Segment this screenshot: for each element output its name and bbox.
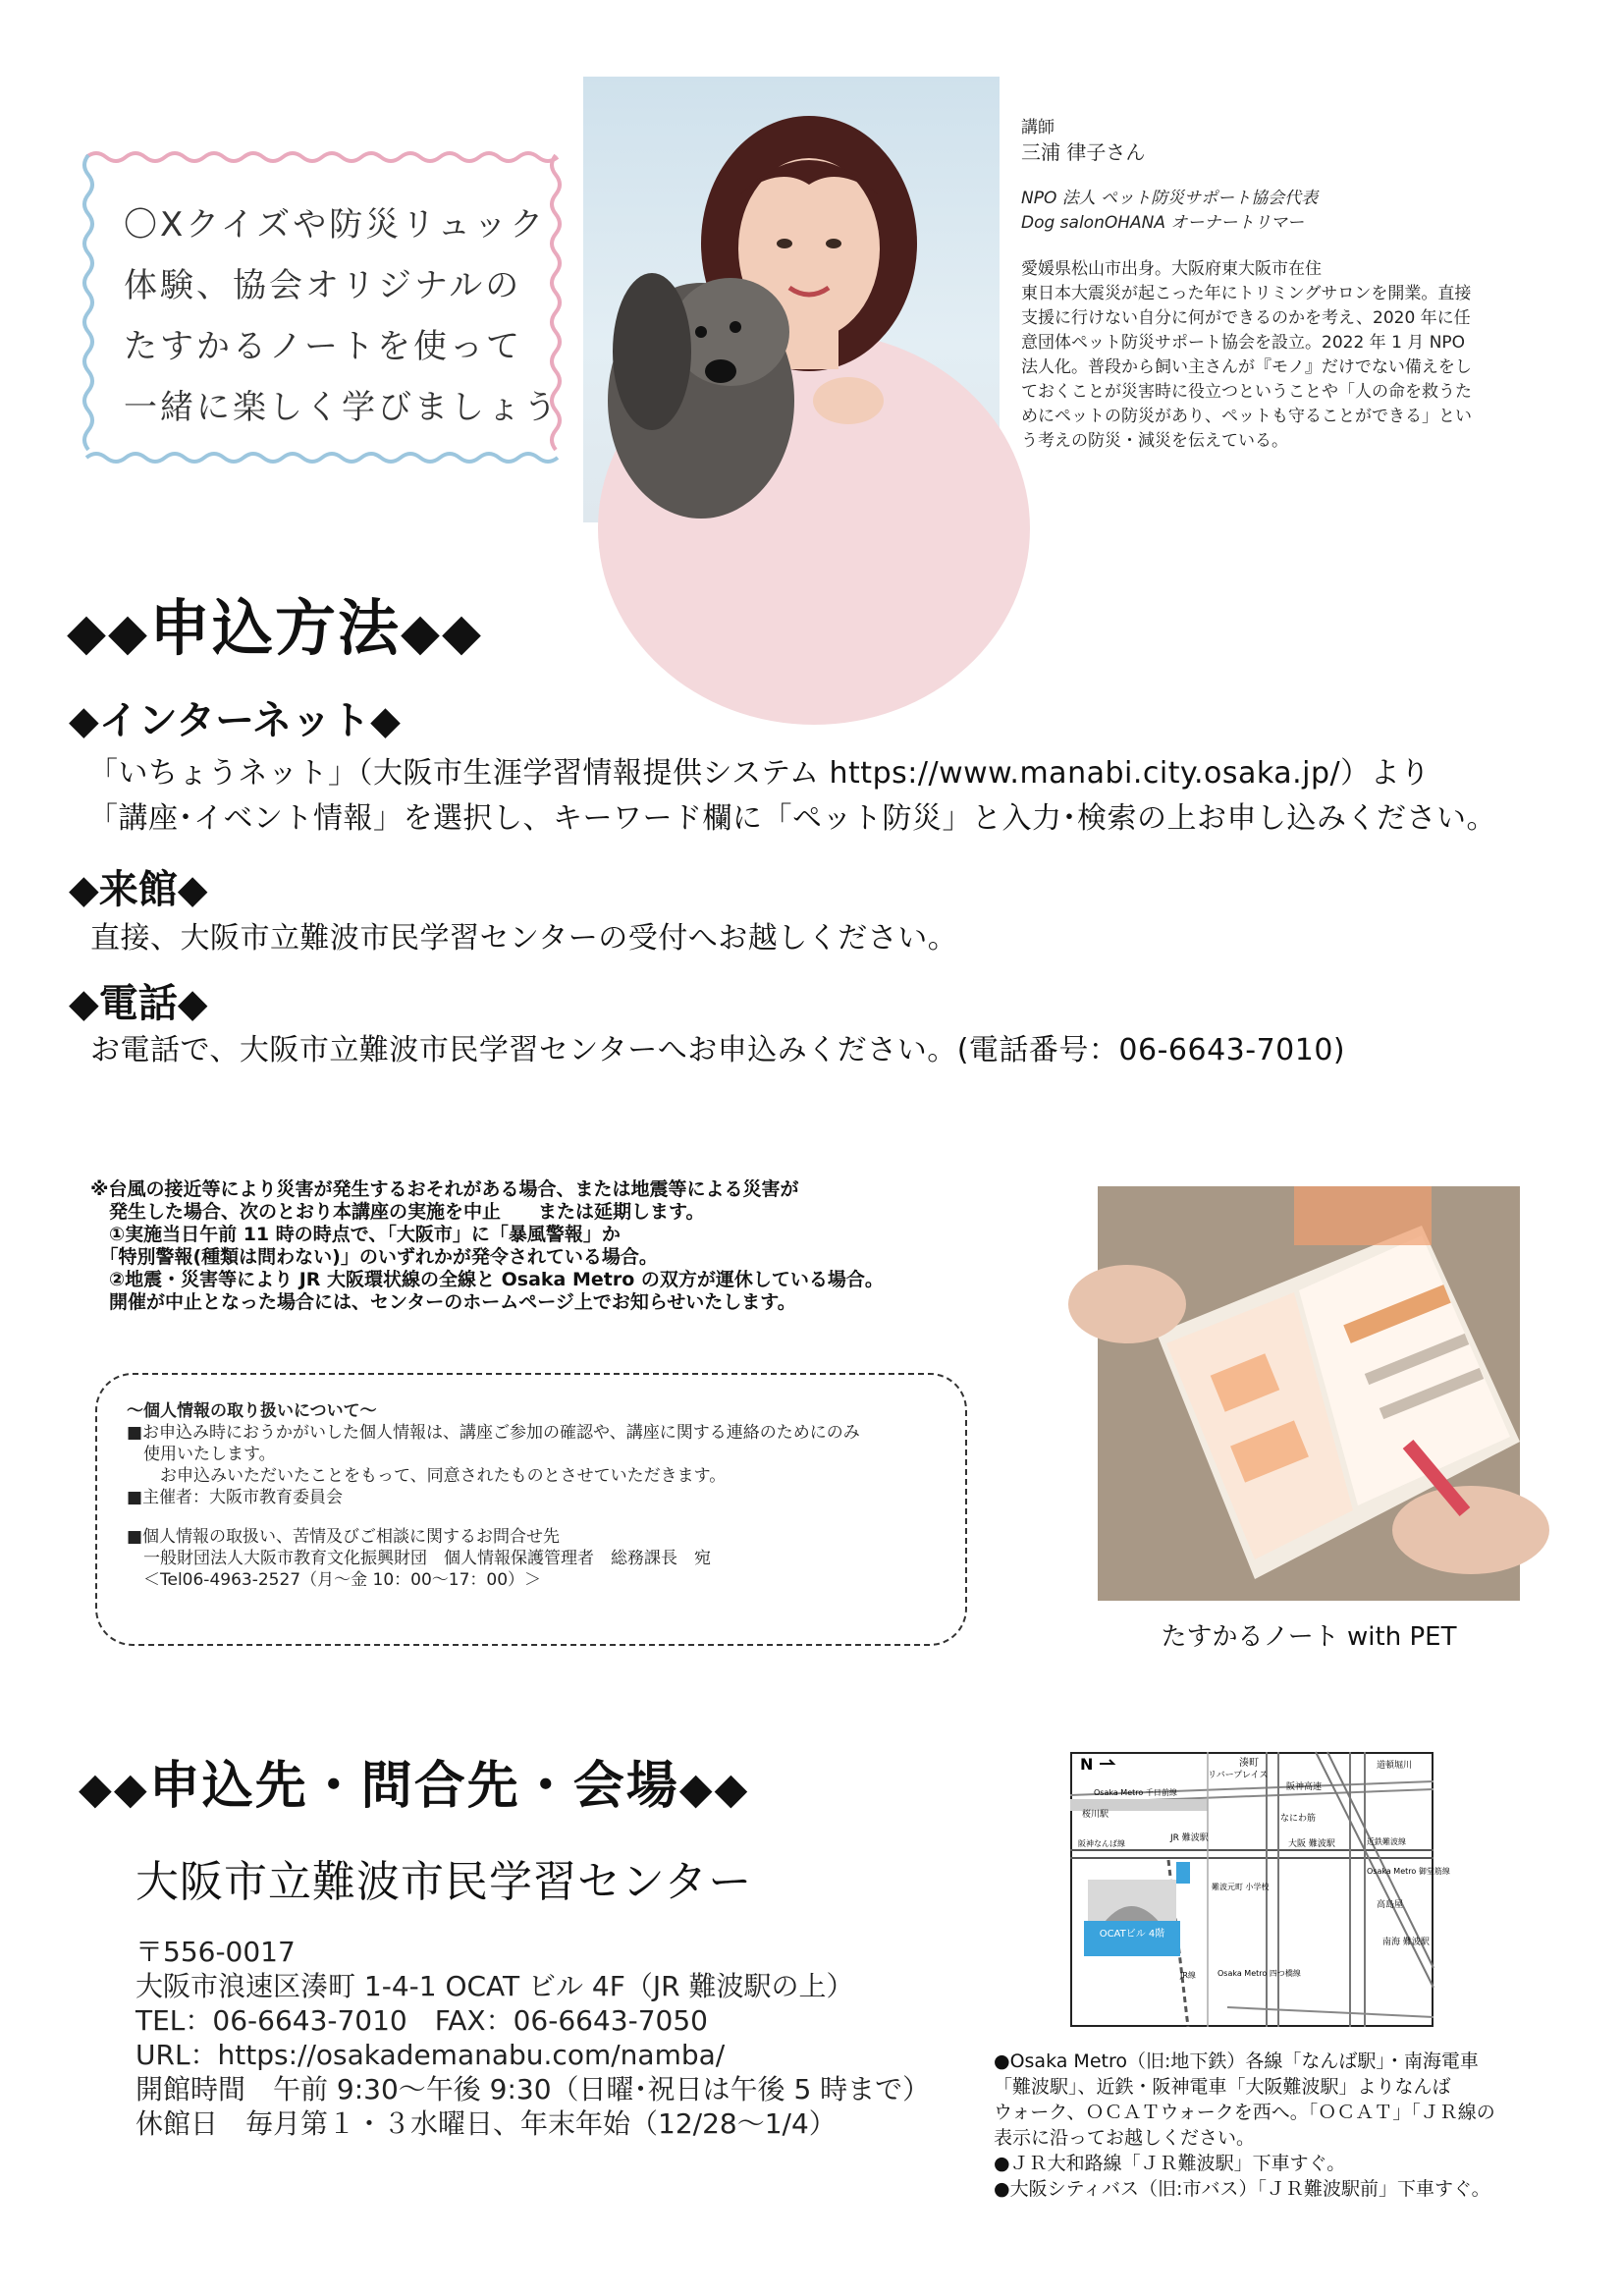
apply-heading-text: 申込方法 [148, 592, 401, 664]
map-label-ocat: OCATビル 4階 [1099, 1929, 1165, 1940]
diamond-icon: ◆ [370, 698, 401, 743]
access-directions [994, 2049, 1568, 2202]
notice-line: ②地震・災害等により JR 大阪環状線の全線と Osaka Metro の双方が運休している場合。 [90, 1269, 884, 1290]
bio-line: ておくことが災害時に役立つということや「人の命を救うた [1021, 382, 1472, 402]
access-line: 「難波駅」、近鉄・阪神電車「大阪難波駅」よりなんば [994, 2076, 1451, 2098]
map-label: なにわ筋 [1280, 1814, 1317, 1824]
map-label: 桜川駅 [1082, 1810, 1109, 1820]
map-label: Osaka Metro 千日前線 [1094, 1788, 1177, 1797]
venue-heading-text: 申込先・問合先・会場 [148, 1757, 679, 1816]
closed-days: 休館日 毎月第１・３水曜日、年末年始（12/28～1/4） [135, 2107, 837, 2140]
apply-heading [67, 579, 483, 667]
bio-line: 法人化。普段から飼い主さんが『モノ』だけでない備えをし [1021, 357, 1472, 377]
privacy-line: お申込みいただいたことをもって、同意されたものとさせていただきます。 [127, 1466, 727, 1486]
note-booklet-illustration [1098, 1186, 1520, 1601]
map-svg [1070, 1752, 1450, 2027]
diamond-icon: ◆ [69, 867, 99, 912]
privacy-line: ■お申込み時におうかがいした個人情報は、講座ご参加の確認や、講座に関する連絡のためにのみ [127, 1423, 860, 1443]
privacy-title: ～個人情報の取り扱いについて～ [127, 1401, 377, 1421]
bio-line: 意団体ペット防災サポート協会を設立。2022 年 1 月 NPO [1021, 333, 1466, 353]
notice-line: 「特別警報(種類は問わない)」のいずれかが発令されている場合。 [90, 1246, 658, 1268]
lecturer-info [1021, 116, 1559, 454]
map-label: 道頓堀川 [1377, 1761, 1413, 1771]
lecturer-name: 三浦 律子さん [1021, 140, 1146, 164]
visit-heading [69, 858, 208, 914]
map-label: 湊町 [1239, 1758, 1259, 1769]
map-label: 阪神高速 [1286, 1782, 1323, 1792]
address: 大阪市浪速区湊町 1-4-1 OCAT ビル 4F（JR 難波駅の上） [135, 1970, 854, 2002]
intro-line: たすかるノートを使って [124, 327, 522, 366]
diamond-icon: ◆ [69, 698, 99, 743]
contact-info [135, 1935, 930, 2141]
intro-box [77, 145, 568, 469]
tel-fax: TEL：06-6643-7010 FAX：06-6643-7050 [135, 2004, 708, 2037]
access-line: ●ＪＲ大和路線「ＪＲ難波駅」下車すぐ。 [994, 2153, 1346, 2174]
diamond-icon: ◆ [177, 867, 208, 912]
intro-line: 一緒に楽しく学びましょう [124, 388, 560, 427]
map-label: 難波元町 小学校 [1212, 1883, 1270, 1891]
bio-line: う考えの防災・減災を伝えている。 [1021, 431, 1288, 451]
map-label: 高島屋 [1377, 1900, 1404, 1910]
visit-heading-text: 来館 [98, 867, 178, 912]
bio-line: めにペットの防災があり、ペットも守ることができる」とい [1021, 407, 1472, 426]
diamond-icon: ◆◆ [79, 1764, 149, 1814]
access-line: ●大阪シティバス（旧:市バス）「ＪＲ難波駅前」下車すぐ。 [994, 2178, 1490, 2200]
cancellation-notice [90, 1178, 1003, 1314]
access-line: ●Osaka Metro（旧:地下鉄）各線「なんば駅」・南海電車 [994, 2050, 1479, 2072]
privacy-box [95, 1373, 967, 1646]
notice-line: 発生した場合、次のとおり本講座の実施を中止 または延期します。 [90, 1201, 705, 1223]
privacy-line: ■主催者：大阪市教育委員会 [127, 1488, 344, 1507]
intro-line: 体験、協会オリジナルの [124, 266, 522, 305]
privacy-line: ■個人情報の取扱い、苦情及びご相談に関するお問合せ先 [127, 1527, 561, 1547]
lecturer-role: 講師 [1021, 118, 1055, 137]
bio-line: 愛媛県松山市出身。大阪府東大阪市在住 [1021, 259, 1322, 279]
diamond-icon: ◆ [177, 981, 208, 1026]
lecturer-title: NPO 法人 ペット防災サポート協会代表 [1021, 189, 1319, 208]
venue-heading [79, 1744, 749, 1818]
notice-line: ※台風の接近等により災害が発生するおそれがある場合、または地震等による災害が [90, 1178, 799, 1200]
venue-name: 大阪市立難波市民学習センター [135, 1857, 753, 1907]
diamond-icon: ◆ [69, 981, 99, 1026]
phone-line: お電話で、大阪市立難波市民学習センターへお申込みください。(電話番号：06-6643-7010) [90, 1033, 1346, 1067]
privacy-line: 一般財団法人大阪市教育文化振興財団 個人情報保護管理者 総務課長 宛 [127, 1549, 711, 1568]
internet-heading [69, 689, 401, 745]
bio-line: 支援に行けない自分に何ができるのかを考え、2020 年に任 [1021, 308, 1471, 328]
map-north: N [1080, 1755, 1094, 1774]
map-label: 近鉄難波線 [1367, 1837, 1406, 1846]
notice-line: 開催が中止となった場合には、センターのホームページ上でお知らせいたします。 [90, 1291, 796, 1313]
internet-line: 「いちょうネット」（大阪市生涯学習情報提供システム https://www.manabi.city.osaka.jp/）より [88, 756, 1431, 791]
phone-heading-text: 電話 [98, 981, 178, 1026]
note-caption: たすかるノート with PET [1161, 1622, 1457, 1652]
intro-line: 〇Xクイズや防災リュック [124, 205, 547, 245]
lecturer-bio [1021, 257, 1559, 454]
map-label: リバープレイス [1208, 1771, 1269, 1780]
lecturer-photo [583, 77, 1000, 522]
access-line: ウォーク、ＯＣＡＴウォークを西へ。「ＯＣＡＴ」「ＪＲ線の [994, 2102, 1495, 2123]
internet-heading-text: インターネット [98, 698, 371, 743]
phone-heading [69, 972, 208, 1028]
diamond-icon: ◆◆ [67, 603, 149, 662]
map-label: 阪神なんば線 [1078, 1839, 1125, 1848]
postal-code: 〒556-0017 [135, 1936, 296, 1968]
diamond-icon: ◆◆ [401, 603, 483, 662]
privacy-line: 使用いたします。 [127, 1445, 276, 1464]
bio-line: 東日本大震災が起こった年にトリミングサロンを開業。直接 [1021, 284, 1472, 303]
map-label: 大阪 難波駅 [1288, 1839, 1335, 1849]
internet-line: 「講座･イベント情報」を選択し、キーワード欄に「ペット防災」と入力･検索の上お申し込みください。 [88, 801, 1496, 836]
access-map [1070, 1752, 1450, 2027]
intro-text [124, 194, 560, 438]
map-label: Osaka Metro 四つ橋線 [1217, 1969, 1301, 1978]
map-label: 南海 難波駅 [1382, 1938, 1430, 1947]
map-label: JR 難波駅 [1170, 1833, 1209, 1843]
note-photo [1098, 1186, 1520, 1601]
visit-line: 直接、大阪市立難波市民学習センターの受付へお越しください。 [90, 921, 958, 956]
notice-line: ①実施当日午前 11 時の時点で、「大阪市」に「暴風警報」か [90, 1224, 621, 1245]
access-line: 表示に沿ってお越しください。 [994, 2127, 1256, 2149]
map-label: JR線 [1180, 1971, 1196, 1980]
lecturer-title: Dog salonOHANA オーナートリマー [1021, 213, 1305, 233]
lecturer-with-dog-illustration [583, 77, 1000, 522]
opening-hours: 開館時間 午前 9:30～午後 9:30（日曜･祝日は午後 5 時まで） [135, 2073, 931, 2105]
map-label: Osaka Metro 御堂筋線 [1367, 1867, 1450, 1876]
website-url[interactable]: URL：https://osakademanabu.com/namba/ [135, 2039, 726, 2071]
privacy-line: ＜Tel06-4963-2527（月～金 10：00～17：00）＞ [127, 1570, 542, 1590]
diamond-icon: ◆◆ [678, 1764, 750, 1814]
